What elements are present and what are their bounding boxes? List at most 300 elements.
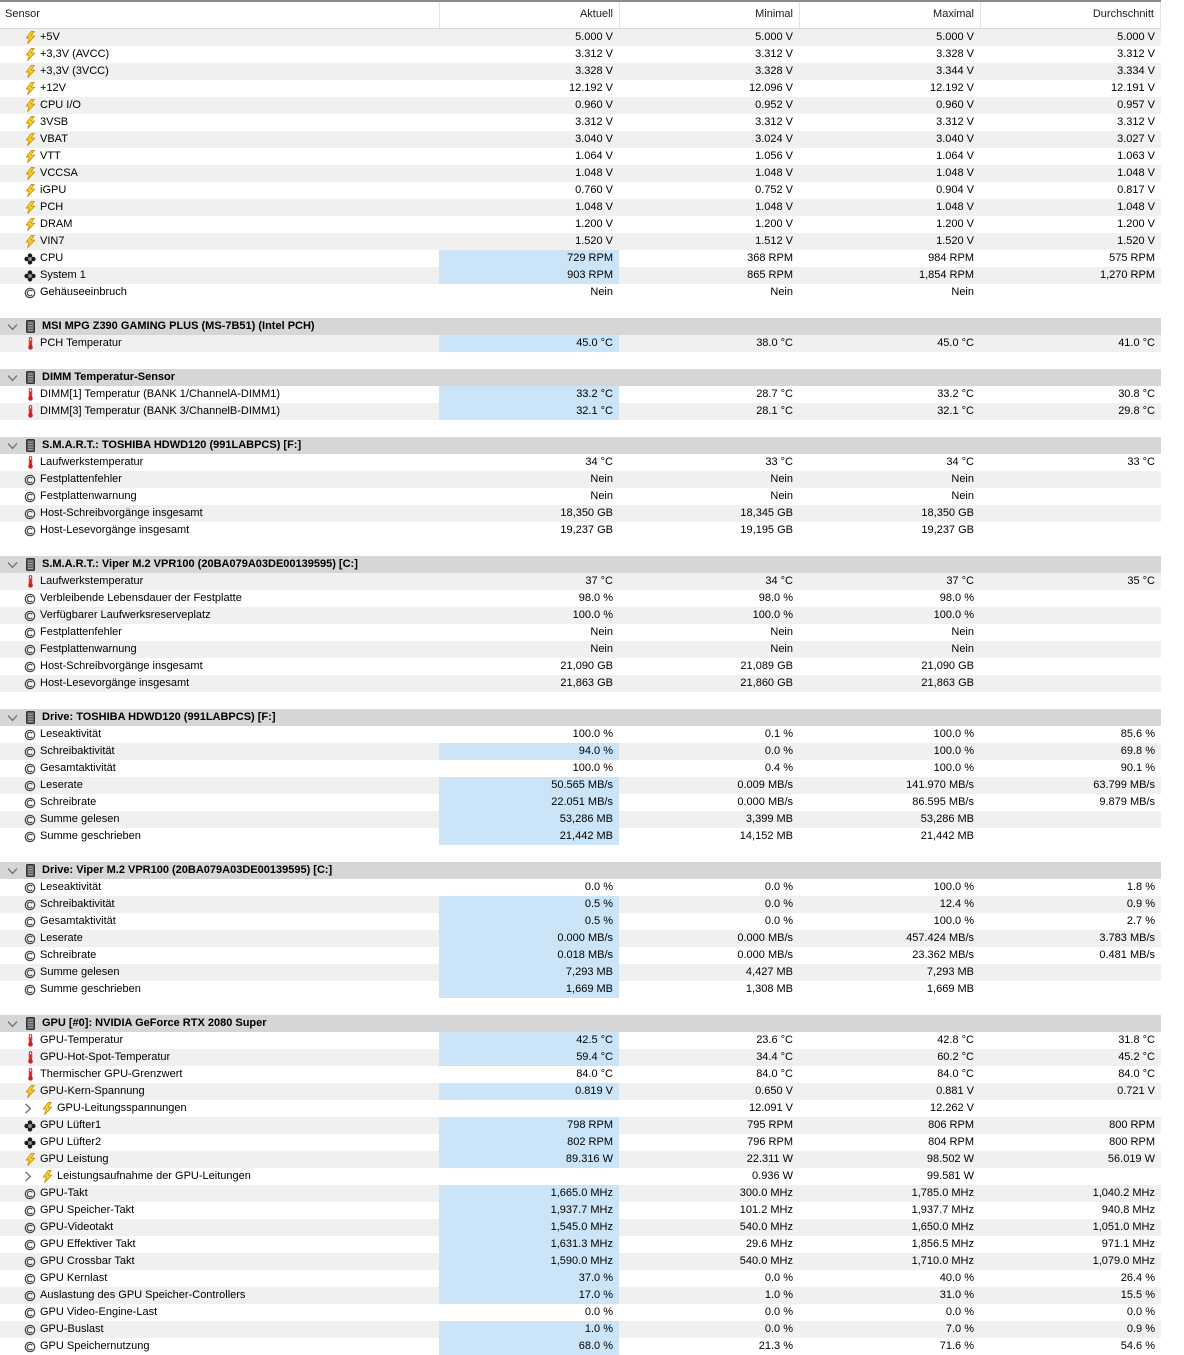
sensor-label: System 1 [40, 269, 86, 281]
counter-icon [23, 760, 37, 777]
voltage-icon [23, 182, 37, 199]
sensor-label-cell [0, 182, 439, 199]
sensor-row[interactable] [0, 658, 1161, 675]
counter-icon [23, 828, 37, 845]
sensor-row[interactable] [0, 641, 1161, 658]
temperature-icon [23, 1032, 37, 1049]
voltage-icon [23, 165, 37, 182]
value-aktuell: 0.000 MB/s [439, 930, 619, 947]
sensor-label-cell [0, 1338, 439, 1355]
value-durchschnitt [980, 1100, 1161, 1117]
sensor-label: Gesamtaktivität [40, 762, 116, 774]
value-minimal: 0.000 MB/s [737, 932, 793, 944]
sensor-label-cell [0, 131, 439, 148]
value-aktuell: 59.4 °C [439, 1049, 619, 1066]
sensor-row[interactable] [0, 1117, 1161, 1134]
sensor-label: Schreibaktivität [40, 745, 115, 757]
counter-icon [23, 675, 37, 692]
sensor-row[interactable] [0, 726, 1161, 743]
section-header[interactable] [0, 709, 1161, 726]
sensor-row[interactable] [0, 488, 1161, 505]
value-durchschnitt: 0.0 % [1126, 1306, 1155, 1318]
value-maximal: 12.4 % [939, 898, 974, 910]
value-minimal: 4,427 MB [745, 966, 793, 978]
sensor-label: DIMM[3] Temperatur (BANK 3/ChannelB-DIMM1) [40, 405, 281, 417]
value-durchschnitt: 2.7 % [1126, 915, 1155, 927]
value-durchschnitt: 3.312 V [1117, 48, 1155, 60]
sensor-row[interactable] [0, 743, 1161, 760]
value-minimal: 0.0 % [764, 745, 793, 757]
sensor-row[interactable] [0, 1151, 1161, 1168]
sensor-row[interactable] [0, 131, 1161, 148]
value-maximal: Nein [951, 643, 974, 655]
sensor-label: Leserate [40, 932, 83, 944]
chevron-right-icon[interactable] [23, 1168, 33, 1185]
sensor-label-cell [0, 1032, 439, 1049]
sensor-row[interactable] [0, 1168, 1161, 1185]
sensor-label-cell [0, 1168, 439, 1185]
sensor-label: DRAM [40, 218, 73, 230]
sensor-label: Host-Schreibvorgänge insgesamt [40, 660, 203, 672]
section-header-filler [439, 437, 1161, 454]
sensor-label: Summe gelesen [40, 813, 120, 825]
value-aktuell: 0.819 V [439, 1083, 619, 1100]
sensor-row[interactable] [0, 29, 1161, 46]
sensor-label: DIMM[1] Temperatur (BANK 1/ChannelA-DIMM1) [40, 388, 281, 400]
sensor-label: Schreibrate [40, 796, 97, 808]
chevron-right-icon[interactable] [23, 1100, 33, 1117]
sensor-label-cell [0, 165, 439, 182]
sensor-label-cell [0, 1253, 439, 1270]
sensor-label: Host-Schreibvorgänge insgesamt [40, 507, 203, 519]
column-header-sensor[interactable]: Sensor [5, 8, 40, 20]
sensor-row[interactable] [0, 1049, 1161, 1066]
value-aktuell: 1.520 V [575, 235, 613, 247]
value-durchschnitt [980, 675, 1161, 692]
sensor-row[interactable] [0, 828, 1161, 845]
value-minimal: 3.024 V [755, 133, 793, 145]
value-durchschnitt [980, 284, 1161, 301]
value-maximal: 3.312 V [936, 116, 974, 128]
value-aktuell: 12.192 V [568, 82, 613, 94]
value-durchschnitt: 1.200 V [1117, 218, 1155, 230]
value-durchschnitt: 1,079.0 MHz [1092, 1255, 1155, 1267]
value-maximal: 45.0 °C [937, 337, 974, 349]
sensor-label: Schreibaktivität [40, 898, 115, 910]
sensor-label-cell [0, 1236, 439, 1253]
section-header[interactable] [0, 437, 1161, 454]
sensor-row[interactable] [0, 1219, 1161, 1236]
section-title: Drive: Viper M.2 VPR100 (20BA079A03DE00139595) [C:] [42, 864, 333, 876]
counter-icon [23, 964, 37, 981]
value-aktuell: 3.312 V [575, 48, 613, 60]
sensor-row[interactable] [0, 522, 1161, 539]
sensor-row[interactable] [0, 1287, 1161, 1304]
sensor-row[interactable] [0, 1100, 1161, 1117]
sensor-label: Host-Lesevorgänge insgesamt [40, 677, 190, 689]
section-header[interactable] [0, 318, 1161, 335]
sensor-row[interactable] [0, 46, 1161, 63]
sensor-row[interactable] [0, 165, 1161, 182]
sensor-row[interactable] [0, 233, 1161, 250]
group-gap [0, 998, 1161, 1015]
voltage-icon [23, 199, 37, 216]
sensor-label: GPU-Kern-Spannung [40, 1085, 145, 1097]
value-aktuell: 0.0 % [584, 881, 613, 893]
value-minimal: Nein [770, 473, 793, 485]
sensor-label-cell [0, 777, 439, 794]
sensor-row[interactable] [0, 267, 1161, 284]
section-header-cell [0, 437, 439, 454]
sensor-label: iGPU [40, 184, 67, 196]
sensor-row[interactable] [0, 1185, 1161, 1202]
value-maximal: 806 RPM [928, 1119, 974, 1131]
counter-icon [23, 1287, 37, 1304]
sensor-row[interactable] [0, 947, 1161, 964]
value-minimal: 28.7 °C [756, 388, 793, 400]
sensor-label: Leseaktivität [40, 728, 102, 740]
value-maximal: 37 °C [946, 575, 974, 587]
voltage-icon [23, 131, 37, 148]
group-gap [0, 692, 1161, 709]
value-maximal: Nein [951, 473, 974, 485]
sensor-row[interactable] [0, 896, 1161, 913]
sensor-label: VCCSA [40, 167, 78, 179]
value-durchschnitt [980, 624, 1161, 641]
value-aktuell: 3.040 V [575, 133, 613, 145]
section-header[interactable] [0, 369, 1161, 386]
value-maximal: 12.192 V [929, 82, 974, 94]
value-aktuell: 21,442 MB [439, 828, 619, 845]
value-minimal: 38.0 °C [756, 337, 793, 349]
value-aktuell: 18,350 GB [560, 507, 613, 519]
sensor-row[interactable] [0, 386, 1161, 403]
value-maximal: 100.0 % [933, 745, 974, 757]
value-minimal: 21.3 % [758, 1340, 793, 1352]
sensor-label: Summe geschrieben [40, 983, 141, 995]
value-aktuell: 1.200 V [575, 218, 613, 230]
value-minimal: 22.311 W [746, 1153, 793, 1165]
value-durchschnitt: 1,051.0 MHz [1092, 1221, 1155, 1233]
sensor-label: Gehäuseeinbruch [40, 286, 127, 298]
voltage-icon [23, 1083, 37, 1100]
sensor-row[interactable] [0, 80, 1161, 97]
value-aktuell: 802 RPM [439, 1134, 619, 1151]
section-title: GPU [#0]: NVIDIA GeForce RTX 2080 Super [42, 1017, 267, 1029]
value-minimal: Nein [770, 626, 793, 638]
value-minimal: 0.0 % [764, 898, 793, 910]
group-gap [0, 420, 1161, 437]
sensor-label-cell [0, 811, 439, 828]
value-durchschnitt: 26.4 % [1120, 1272, 1155, 1284]
sensor-row[interactable] [0, 114, 1161, 131]
sensor-label: Schreibrate [40, 949, 97, 961]
sensor-row[interactable] [0, 1032, 1161, 1049]
value-maximal: 1,669 MB [926, 983, 974, 995]
value-minimal: 5.000 V [755, 31, 793, 43]
sensor-label: GPU Leistung [40, 1153, 109, 1165]
section-title: MSI MPG Z390 GAMING PLUS (MS-7B51) (Intel PCH) [42, 320, 315, 332]
chip-icon [23, 369, 37, 386]
value-maximal: 0.960 V [936, 99, 974, 111]
sensor-row[interactable] [0, 1236, 1161, 1253]
sensor-label-cell [0, 403, 439, 420]
value-aktuell: 42.5 °C [439, 1032, 619, 1049]
section-header-filler [439, 318, 1161, 335]
sensor-label: Laufwerkstemperatur [40, 456, 144, 468]
column-header-maximal[interactable]: Maximal [799, 2, 980, 28]
sensor-row[interactable] [0, 624, 1161, 641]
value-durchschnitt: 90.1 % [1120, 762, 1155, 774]
value-minimal: 98.0 % [758, 592, 793, 604]
value-maximal: 99.581 W [926, 1170, 974, 1182]
chevron-down-icon[interactable] [6, 437, 19, 454]
sensor-row[interactable] [0, 1304, 1161, 1321]
value-aktuell: 100.0 % [572, 728, 613, 740]
value-minimal: 100.0 % [752, 609, 793, 621]
value-minimal: 0.000 MB/s [737, 796, 793, 808]
sensor-row[interactable] [0, 471, 1161, 488]
chevron-down-icon[interactable] [6, 862, 19, 879]
sensor-row[interactable] [0, 879, 1161, 896]
chip-icon [23, 709, 37, 726]
group-gap [0, 845, 1161, 862]
sensor-label-cell [0, 63, 439, 80]
section-header-filler [439, 862, 1161, 879]
counter-icon [23, 1236, 37, 1253]
value-maximal: 141.970 MB/s [906, 779, 974, 791]
value-aktuell: 1,631.3 MHz [439, 1236, 619, 1253]
sensor-label: PCH Temperatur [40, 337, 122, 349]
value-maximal: 1,650.0 MHz [911, 1221, 974, 1233]
sensor-label: GPU-Takt [40, 1187, 88, 1199]
sensor-row[interactable] [0, 981, 1161, 998]
sensor-label-cell [0, 794, 439, 811]
value-aktuell: 37 °C [585, 575, 613, 587]
value-minimal: 540.0 MHz [739, 1221, 793, 1233]
sensor-row[interactable] [0, 250, 1161, 267]
section-header-cell [0, 556, 439, 573]
sensor-row[interactable] [0, 930, 1161, 947]
value-durchschnitt: 35 °C [1127, 575, 1155, 587]
counter-icon [23, 1304, 37, 1321]
value-maximal: 40.0 % [939, 1272, 974, 1284]
counter-icon [23, 641, 37, 658]
sensor-row[interactable] [0, 1066, 1161, 1083]
value-aktuell: Nein [590, 626, 613, 638]
counter-icon [23, 488, 37, 505]
sensor-row[interactable] [0, 675, 1161, 692]
sensor-label: Festplattenfehler [40, 626, 122, 638]
value-aktuell: 37.0 % [439, 1270, 619, 1287]
fan-icon [23, 1117, 37, 1134]
section-header-cell [0, 862, 439, 879]
column-header-minimal[interactable]: Minimal [619, 2, 799, 28]
sensor-label-cell [0, 1185, 439, 1202]
section-header[interactable] [0, 556, 1161, 573]
value-maximal: 33.2 °C [937, 388, 974, 400]
value-maximal: 21,442 MB [920, 830, 974, 842]
sensor-label: Leseaktivität [40, 881, 102, 893]
chevron-down-icon[interactable] [6, 318, 19, 335]
value-aktuell: 17.0 % [439, 1287, 619, 1304]
sensor-row[interactable] [0, 1083, 1161, 1100]
sensor-label-cell [0, 505, 439, 522]
value-durchschnitt: 9.879 MB/s [1099, 796, 1155, 808]
section-header-cell [0, 369, 439, 386]
sensor-row[interactable] [0, 760, 1161, 777]
value-maximal: 53,286 MB [920, 813, 974, 825]
value-durchschnitt: 3.783 MB/s [1099, 932, 1155, 944]
value-durchschnitt: 971.1 MHz [1101, 1238, 1155, 1250]
value-durchschnitt [980, 488, 1161, 505]
sensor-label-cell [0, 573, 439, 590]
value-durchschnitt [980, 641, 1161, 658]
value-maximal: 1,710.0 MHz [911, 1255, 974, 1267]
voltage-icon [23, 216, 37, 233]
sensor-label-cell [0, 29, 439, 46]
value-aktuell: 1.064 V [575, 150, 613, 162]
counter-icon [23, 947, 37, 964]
chevron-down-icon[interactable] [6, 709, 19, 726]
sensor-label: Verbleibende Lebensdauer der Festplatte [40, 592, 242, 604]
value-aktuell: 7,293 MB [439, 964, 619, 981]
sensor-label-cell [0, 454, 439, 471]
temperature-icon [23, 454, 37, 471]
sensor-row[interactable] [0, 573, 1161, 590]
value-minimal: 1.048 V [755, 167, 793, 179]
value-minimal: 1,308 MB [745, 983, 793, 995]
voltage-icon [40, 1168, 54, 1185]
value-aktuell: 1,937.7 MHz [439, 1202, 619, 1219]
value-maximal: 12.262 V [929, 1102, 974, 1114]
counter-icon [23, 726, 37, 743]
section-header-cell [0, 709, 439, 726]
value-maximal: 21,090 GB [921, 660, 974, 672]
value-maximal: 1.064 V [936, 150, 974, 162]
sensor-label-cell [0, 726, 439, 743]
value-aktuell: 1,545.0 MHz [439, 1219, 619, 1236]
sensor-row[interactable] [0, 1338, 1161, 1355]
sensor-row[interactable] [0, 284, 1161, 301]
value-aktuell [439, 1100, 619, 1117]
sensor-row[interactable] [0, 1321, 1161, 1338]
sensor-label-cell [0, 930, 439, 947]
value-maximal: 32.1 °C [937, 405, 974, 417]
sensor-row[interactable] [0, 1270, 1161, 1287]
value-maximal: 21,863 GB [921, 677, 974, 689]
counter-icon [23, 658, 37, 675]
value-aktuell: 34 °C [585, 456, 613, 468]
sensor-row[interactable] [0, 335, 1161, 352]
value-durchschnitt: 3.027 V [1117, 133, 1155, 145]
sensor-row[interactable] [0, 607, 1161, 624]
counter-icon [23, 743, 37, 760]
value-aktuell: 1.048 V [575, 201, 613, 213]
sensor-row[interactable] [0, 964, 1161, 981]
sensor-row[interactable] [0, 97, 1161, 114]
value-durchschnitt: 0.817 V [1117, 184, 1155, 196]
sensor-row[interactable] [0, 1202, 1161, 1219]
value-aktuell: 0.760 V [575, 184, 613, 196]
value-durchschnitt: 63.799 MB/s [1093, 779, 1155, 791]
sensor-label-cell [0, 913, 439, 930]
sensor-row[interactable] [0, 794, 1161, 811]
sensor-label-cell [0, 590, 439, 607]
chevron-down-icon[interactable] [6, 369, 19, 386]
value-maximal: 100.0 % [933, 728, 974, 740]
value-minimal: 3,399 MB [745, 813, 793, 825]
sensor-row[interactable] [0, 403, 1161, 420]
sensor-row[interactable] [0, 811, 1161, 828]
value-durchschnitt: 12.191 V [1110, 82, 1155, 94]
value-maximal: 1.520 V [936, 235, 974, 247]
column-header-aktuell[interactable]: Aktuell [439, 2, 619, 28]
sensor-label-cell [0, 471, 439, 488]
sensor-label: Auslastung des GPU Speicher-Controllers [40, 1289, 246, 1301]
value-aktuell: 729 RPM [439, 250, 619, 267]
value-aktuell: 50.565 MB/s [439, 777, 619, 794]
sensor-label: Laufwerkstemperatur [40, 575, 144, 587]
value-durchschnitt: 54.6 % [1120, 1340, 1155, 1352]
sensor-label-cell [0, 114, 439, 131]
sensor-row[interactable] [0, 505, 1161, 522]
sensor-label: GPU-Hot-Spot-Temperatur [40, 1051, 171, 1063]
value-maximal: 1,854 RPM [918, 269, 974, 281]
sensor-label-cell [0, 1066, 439, 1083]
sensor-row[interactable] [0, 1134, 1161, 1151]
value-durchschnitt: 84.0 °C [1118, 1068, 1155, 1080]
section-header[interactable] [0, 1015, 1161, 1032]
sensor-label: VIN7 [40, 235, 65, 247]
section-header[interactable] [0, 862, 1161, 879]
value-aktuell: 1,590.0 MHz [439, 1253, 619, 1270]
sensor-row[interactable] [0, 590, 1161, 607]
value-maximal: 34 °C [946, 456, 974, 468]
counter-icon [23, 1185, 37, 1202]
sensor-label: GPU Crossbar Takt [40, 1255, 135, 1267]
sensor-row[interactable] [0, 148, 1161, 165]
sensor-label-cell [0, 624, 439, 641]
sensor-row[interactable] [0, 182, 1161, 199]
value-minimal: 3.328 V [755, 65, 793, 77]
chevron-down-icon[interactable] [6, 556, 19, 573]
chip-icon [23, 318, 37, 335]
sensor-row[interactable] [0, 913, 1161, 930]
fan-icon [23, 250, 37, 267]
sensor-row[interactable] [0, 454, 1161, 471]
sensor-row[interactable] [0, 777, 1161, 794]
chevron-down-icon[interactable] [6, 1015, 19, 1032]
counter-icon [23, 284, 37, 301]
sensor-row[interactable] [0, 63, 1161, 80]
sensor-row[interactable] [0, 199, 1161, 216]
sensor-label: +12V [40, 82, 66, 94]
column-header-durchschnitt[interactable]: Durchschnitt [980, 2, 1161, 28]
value-durchschnitt [980, 607, 1161, 624]
value-minimal: 1.048 V [755, 201, 793, 213]
sensor-row[interactable] [0, 1253, 1161, 1270]
counter-icon [23, 1219, 37, 1236]
sensor-row[interactable] [0, 216, 1161, 233]
value-minimal: 0.009 MB/s [737, 779, 793, 791]
sensor-label: GPU Effektiver Takt [40, 1238, 136, 1250]
sensor-label-cell [0, 641, 439, 658]
sensor-label: GPU-Buslast [40, 1323, 104, 1335]
value-durchschnitt: 31.8 °C [1118, 1034, 1155, 1046]
counter-icon [23, 522, 37, 539]
value-durchschnitt: 0.721 V [1117, 1085, 1155, 1097]
